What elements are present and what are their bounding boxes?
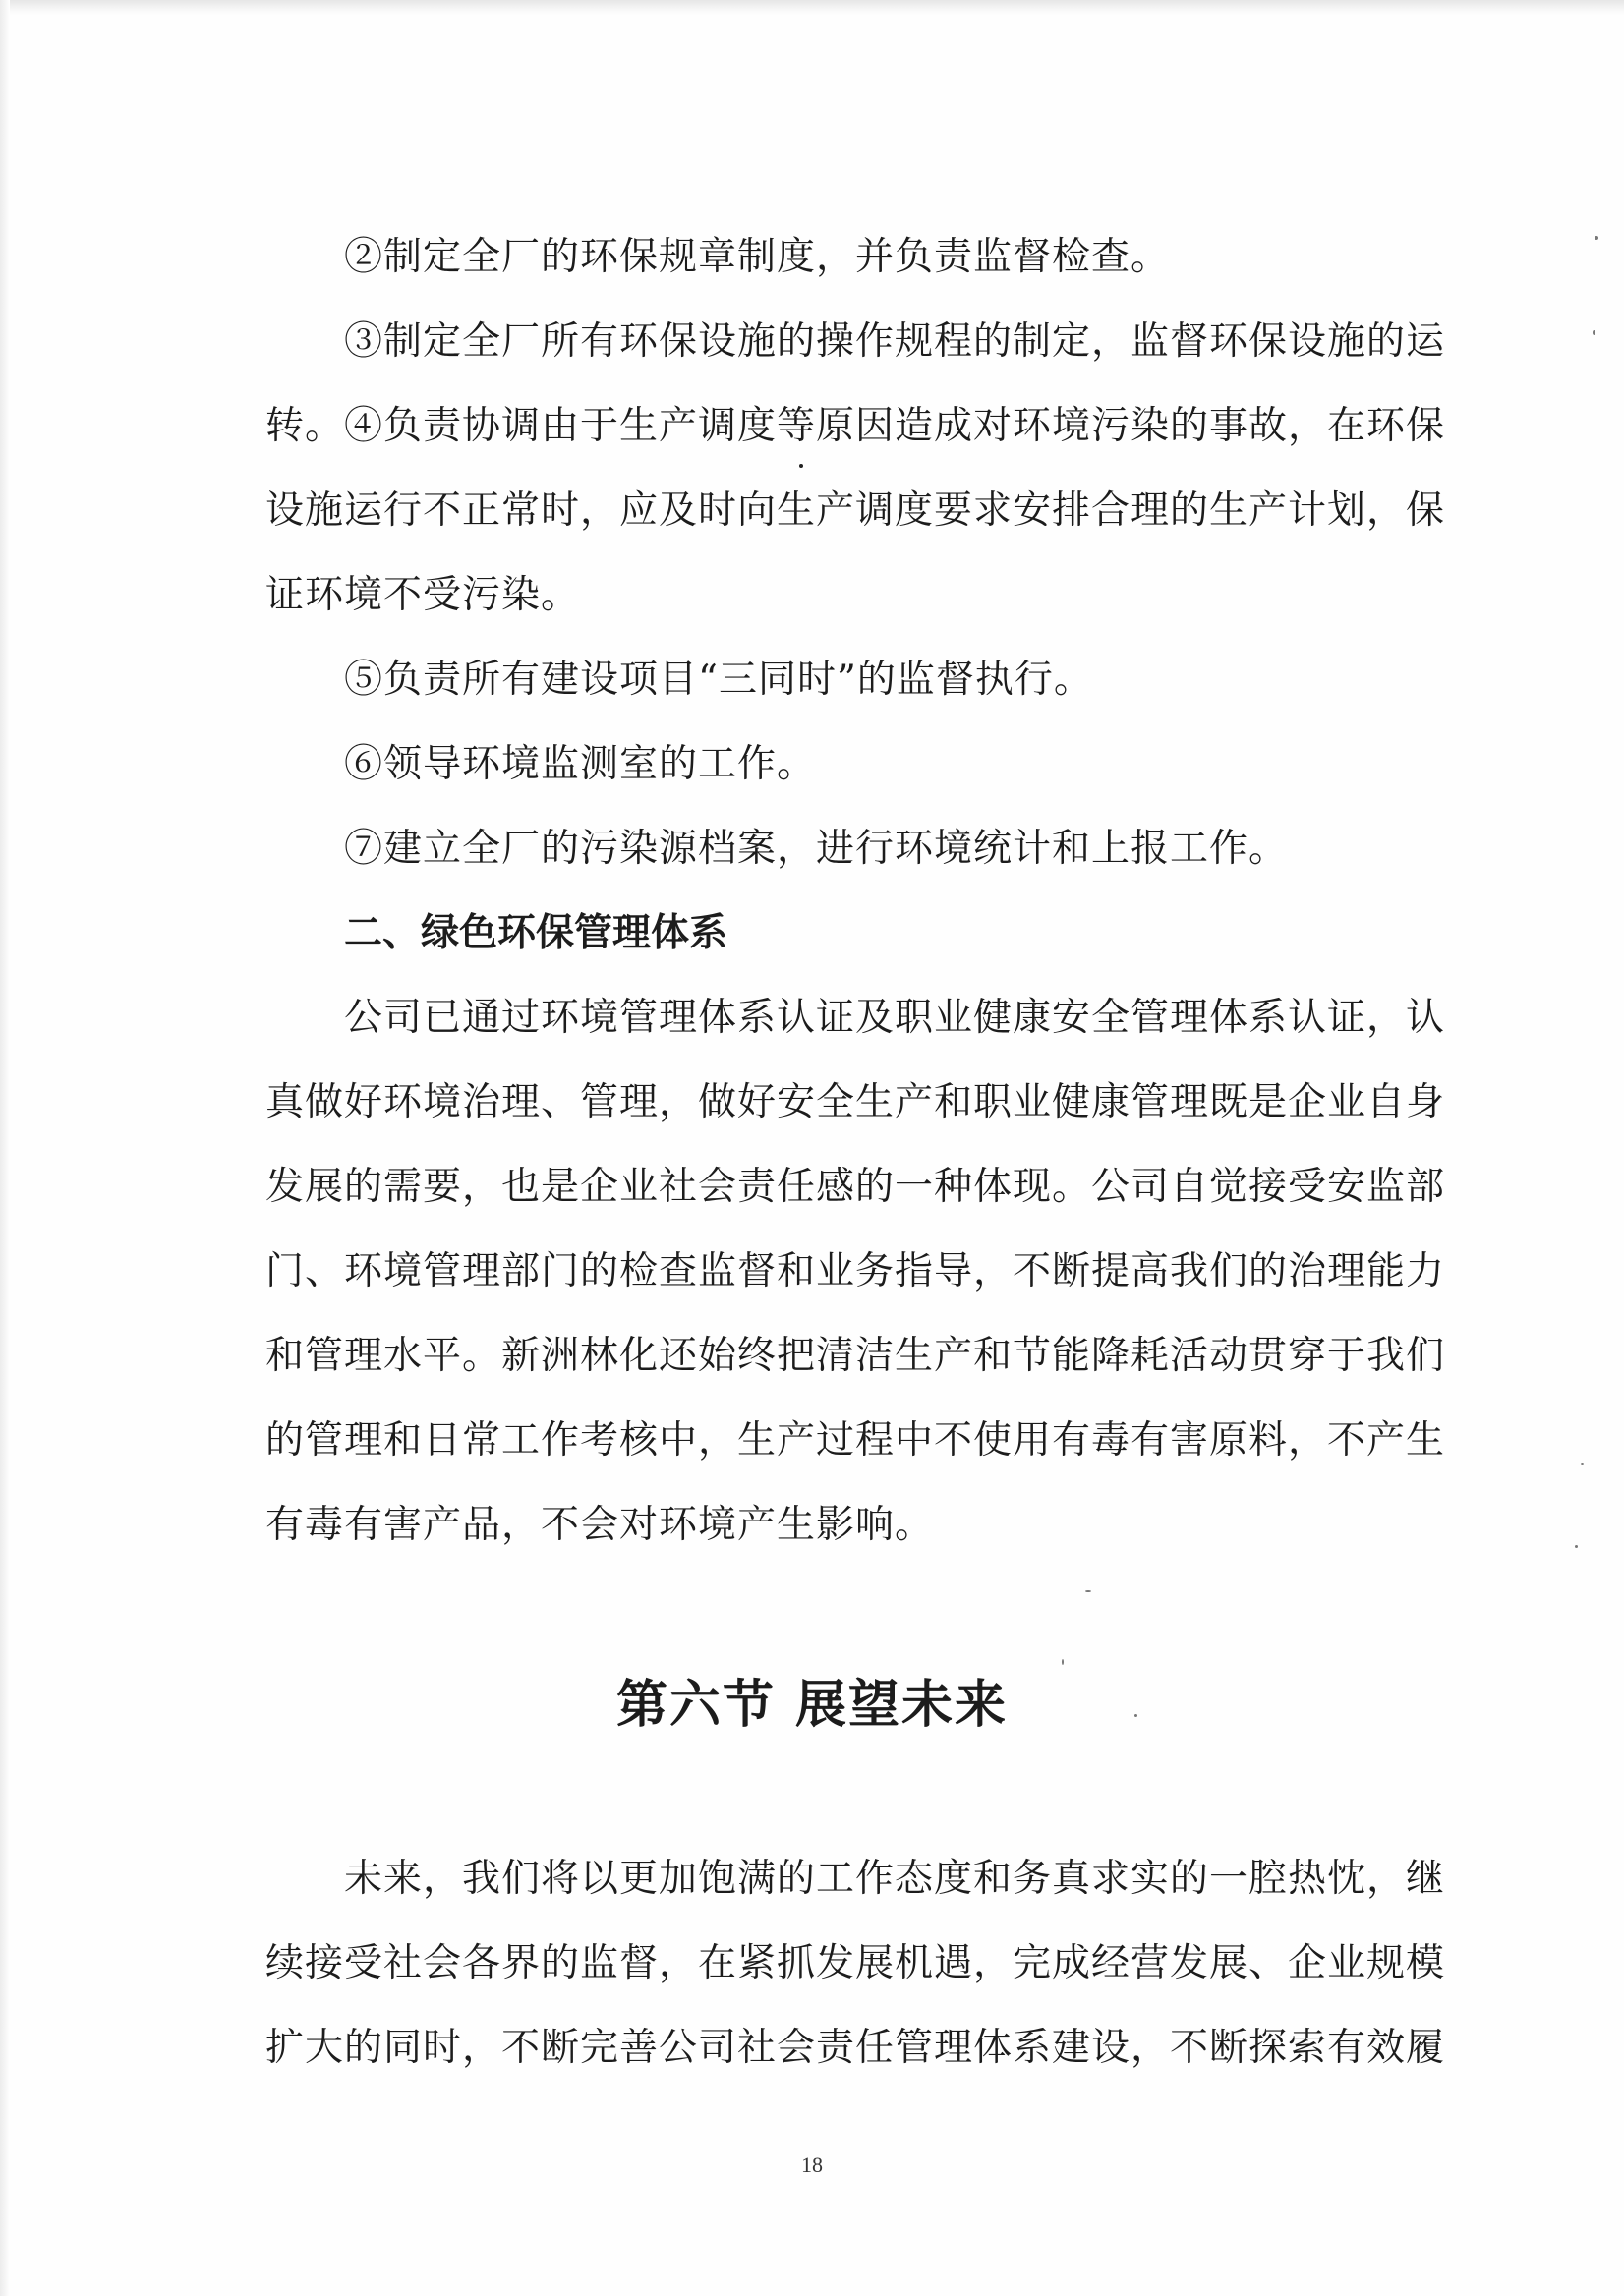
scan-speck: [1575, 1545, 1578, 1548]
duty-line-5: ⑤负责所有建设项目“三同时”的监督执行。: [344, 658, 1093, 702]
scan-speck: [799, 464, 803, 468]
duty-line-4-end: 证环境不受污染。: [265, 573, 581, 617]
paragraph-line: 真做好环境治理、管理，做好安全生产和职业健康管理既是企业自身: [265, 1080, 1446, 1124]
duty-line-4-cont: 设施运行不正常时，应及时向生产调度要求安排合理的生产计划，保: [265, 488, 1446, 533]
paragraph-line: 续接受社会各界的监督，在紧抓发展机遇，完成经营发展、企业规模: [265, 1941, 1446, 1985]
paragraph-line: 有毒有害产品，不会对环境产生影响。: [265, 1503, 935, 1547]
scan-speck: [1062, 1659, 1064, 1665]
duty-line-7: ⑦建立全厂的污染源档案，进行环境统计和上报工作。: [344, 827, 1289, 871]
paragraph-line: 扩大的同时，不断完善公司社会责任管理体系建设，不断探索有效履: [265, 2026, 1446, 2070]
scan-top-edge: [0, 0, 1624, 16]
scan-speck: [1593, 330, 1595, 335]
duty-line-2: ②制定全厂的环保规章制度，并负责监督检查。: [344, 235, 1171, 279]
paragraph-line: 未来，我们将以更加饱满的工作态度和务真求实的一腔热忱，继: [344, 1857, 1446, 1901]
paragraph-line: 和管理水平。新洲林化还始终把清洁生产和节能降耗活动贯穿于我们: [265, 1334, 1446, 1378]
duty-line-6: ⑥领导环境监测室的工作。: [344, 742, 817, 786]
subheading: 二、绿色环保管理体系: [344, 911, 728, 955]
scan-left-edge: [0, 0, 10, 2296]
scan-speck: [1595, 236, 1598, 240]
paragraph-line: 门、环境管理部门的检查监督和业务指导，不断提高我们的治理能力: [265, 1249, 1446, 1293]
duty-line-4: 转。④负责协调由于生产调度等原因造成对环境污染的事故，在环保: [265, 404, 1446, 448]
scan-speck: [1085, 1590, 1091, 1592]
section-title: 第六节 展望未来: [615, 1676, 1009, 1735]
paragraph-line: 发展的需要，也是企业社会责任感的一种体现。公司自觉接受安监部: [265, 1165, 1446, 1209]
page-number: 18: [801, 2152, 823, 2177]
duty-line-3: ③制定全厂所有环保设施的操作规程的制定，监督环保设施的运: [344, 319, 1446, 364]
scan-speck: [1581, 1463, 1584, 1465]
paragraph-line: 的管理和日常工作考核中，生产过程中不使用有毒有害原料，不产生: [265, 1418, 1446, 1463]
paragraph-line: 公司已通过环境管理体系认证及职业健康安全管理体系认证，认: [344, 996, 1446, 1040]
scan-speck: [1134, 1714, 1137, 1717]
